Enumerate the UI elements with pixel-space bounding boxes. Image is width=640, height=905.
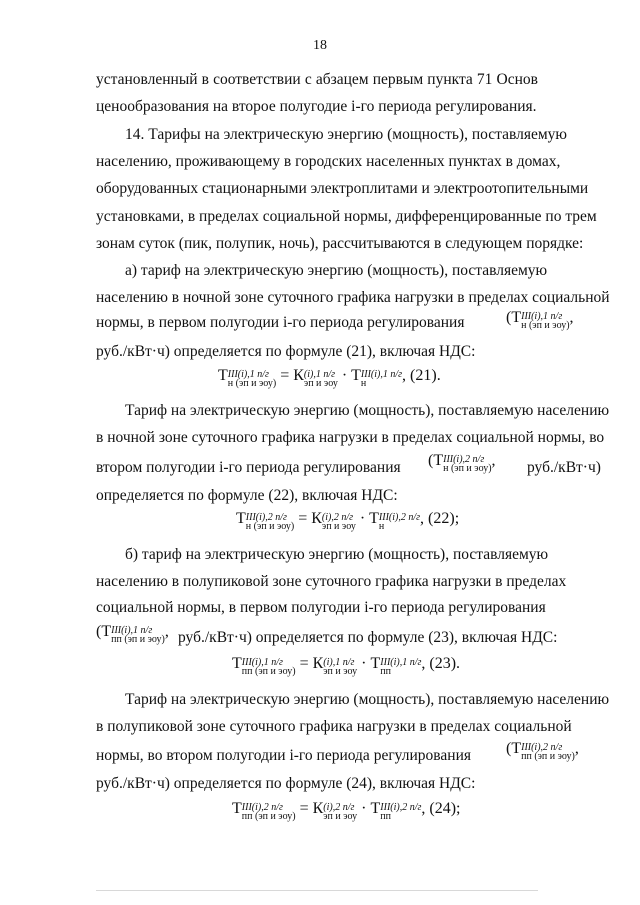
formula-24: Т III(i),2 п/г пп (эп и эоу) = К (i),2 п/г эп и эоу · Т III(i),2 п/г пп , (24);: [232, 800, 461, 822]
text-line: населению, проживающему в городских населенных пунктах в домах,: [96, 153, 561, 170]
formula-23: Т III(i),1 п/г пп (эп и эоу) = К (i),1 п/г эп и эоу · Т III(i),1 п/г пп , (23).: [232, 655, 461, 677]
text-line: втором полугодии i-го периода регулирования: [96, 459, 401, 476]
text-line: в ночной зоне суточного графика нагрузки в пределах социальной нормы, во: [96, 429, 605, 446]
inline-symbol: (Т III(i),1 п/г пп (эп и эоу) ,: [96, 623, 169, 645]
paragraph-start: Тариф на электрическую энергию (мощность), поставляемую населению: [125, 402, 610, 419]
paragraph-start: Тариф на электрическую энергию (мощность), поставляемую населению: [125, 691, 610, 708]
formula-21: Т III(i),1 п/г н (эп и эоу) = К (i),1 п/г эп и эоу · Т III(i),1 п/г н , (21).: [218, 367, 441, 389]
text-line: оборудованных стационарными электроплитами и электроотопительными: [96, 180, 589, 197]
text-line: зонам суток (пик, полупик, ночь), рассчитываются в следующем порядке:: [96, 235, 584, 252]
text-line: определяется по формуле (22), включая НДС:: [96, 487, 398, 504]
text-line: установками, в пределах социальной нормы, дифференцированные по трем: [96, 208, 597, 225]
inline-symbol: (Т III(i),2 п/г н (эп и эоу) ,: [428, 452, 496, 474]
text-line: населению в ночной зоне суточного графика нагрузки в пределах социальной: [96, 289, 610, 306]
formula-22: Т III(i),2 п/г н (эп и эоу) = К (i),2 п/г эп и эоу · Т III(i),2 п/г н , (22);: [236, 510, 460, 532]
text-line: руб./кВт·ч) определяется по формуле (23), включая НДС:: [178, 629, 558, 646]
inline-symbol: (Т III(i),2 п/г пп (эп и эоу) ,: [506, 740, 579, 762]
text-line: установленный в соответствии с абзацем первым пункта 71 Основ: [96, 71, 538, 88]
page-bottom-rule: [96, 890, 538, 891]
text-line: руб./кВт·ч) определяется по формуле (24), включая НДС:: [96, 775, 476, 792]
text-line: нормы, во втором полугодии i-го периода регулирования: [96, 747, 471, 764]
text-line: руб./кВт·ч) определяется по формуле (21), включая НДС:: [96, 343, 476, 360]
paragraph-14-start: 14. Тарифы на электрическую энергию (мощность), поставляемую: [125, 126, 567, 143]
text-line: населению в полупиковой зоне суточного графика нагрузки в пределах: [96, 573, 567, 590]
item-a-start: а) тариф на электрическую энергию (мощность), поставляемую: [125, 262, 548, 279]
page-number: 18: [313, 38, 327, 53]
text-line: ценообразования на второе полугодие i-го периода регулирования.: [96, 98, 537, 115]
inline-symbol: (Т III(i),1 п/г н (эп и эоу) ,: [506, 309, 574, 331]
item-b-start: б) тариф на электрическую энергию (мощность), поставляемую: [125, 546, 549, 563]
text-line: социальной нормы, в первом полугодии i-го периода регулирования: [96, 599, 546, 616]
text-line: в полупиковой зоне суточного графика нагрузки в пределах социальной: [96, 718, 572, 735]
text-line: нормы, в первом полугодии i-го периода регулирования: [96, 314, 465, 331]
text-line: руб./кВт·ч): [527, 459, 601, 476]
